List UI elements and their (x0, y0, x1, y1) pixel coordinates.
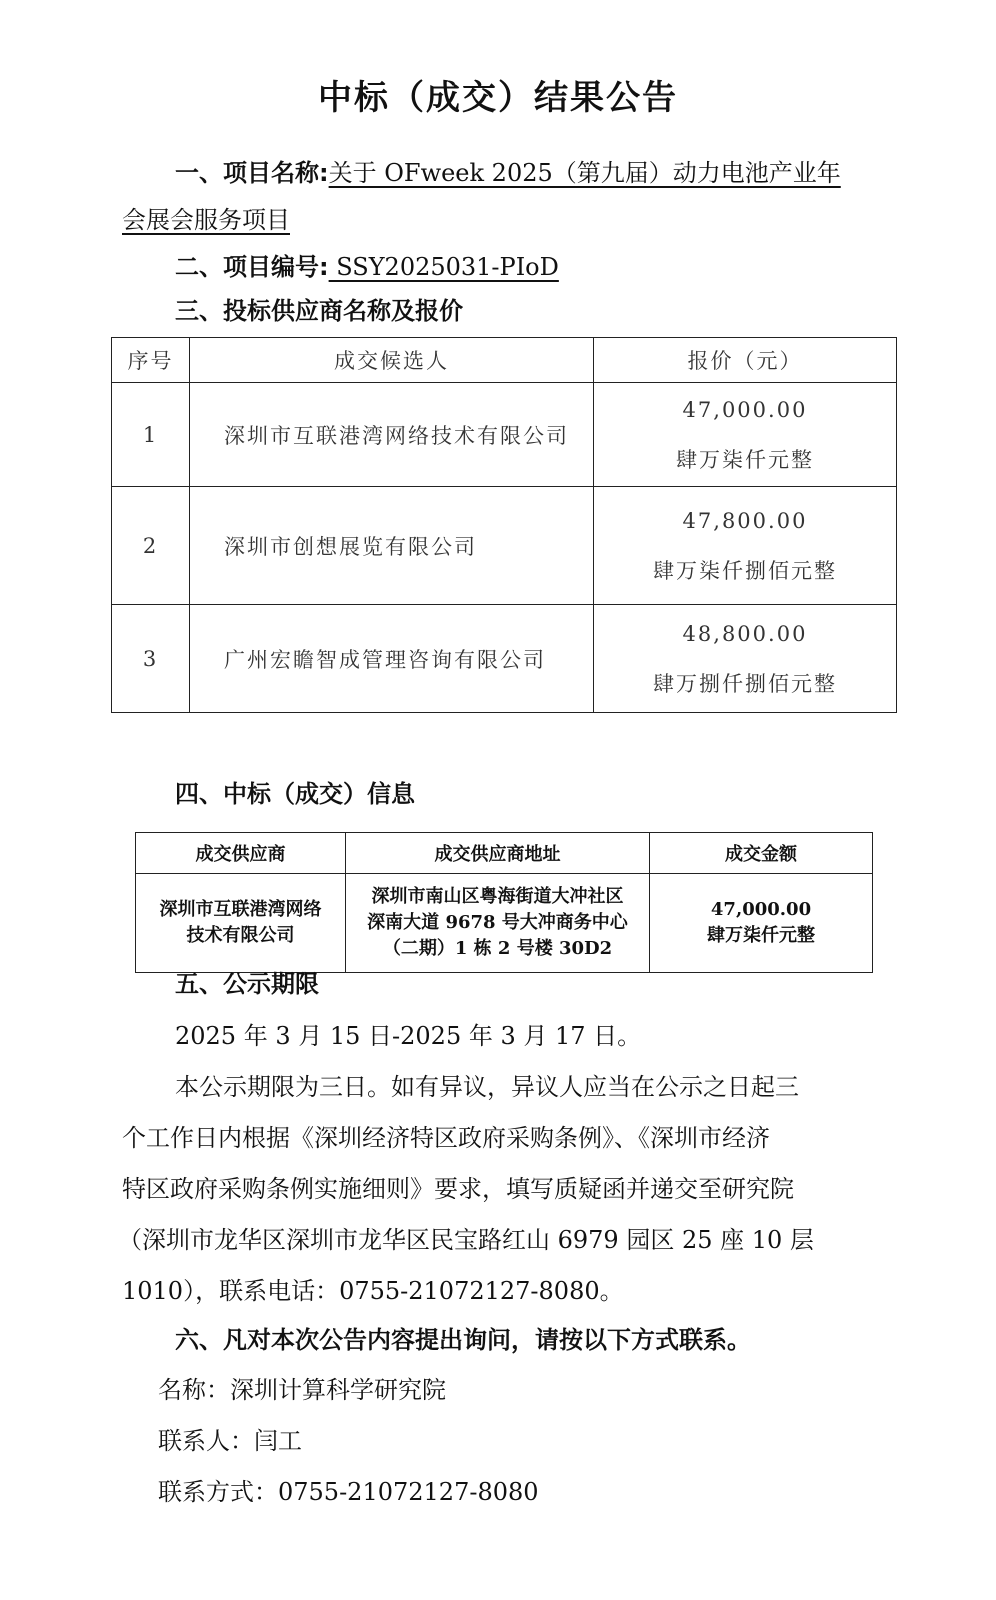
price-amount: 47,800.00 (682, 508, 808, 533)
section-label: 二、项目编号: (175, 253, 329, 281)
table-row (136, 874, 873, 973)
section-award-heading: 四、中标（成交）信息 (175, 780, 415, 808)
bid-price (594, 605, 897, 713)
page-title: 中标（成交）结果公告 (318, 78, 678, 118)
column-header: 序号 (112, 338, 190, 383)
price-amount: 48,800.00 (682, 621, 808, 646)
column-header: 成交供应商地址 (346, 833, 650, 874)
project-name-value-cont: 会展会服务项目 (122, 206, 290, 234)
section-project-code (175, 247, 559, 282)
award-amount (650, 874, 873, 973)
project-name-value: 关于 OFweek 2025（第九届）动力电池产业年 (328, 159, 841, 187)
award-table (135, 832, 873, 973)
address-line: 深南大道 9678 号大冲商务中心 (367, 912, 628, 933)
address-line: 深圳市南山区粤海街道大冲社区 (371, 886, 624, 907)
table-header-row (136, 833, 873, 874)
publicity-text-line: 个工作日内根据《深圳经济特区政府采购条例》、《深圳市经济 (122, 1124, 770, 1152)
column-header: 报价（元） (594, 338, 897, 383)
bidder-name: 广州宏瞻智成管理咨询有限公司 (190, 605, 594, 713)
bidder-name: 深圳市互联港湾网络技术有限公司 (190, 383, 594, 487)
table-row (112, 383, 897, 487)
section-label: 一、项目名称: (175, 159, 329, 187)
price-words: 肆万捌仟捌佰元整 (653, 671, 837, 696)
price-amount: 47,000.00 (682, 397, 808, 422)
row-number: 3 (112, 605, 190, 713)
column-header: 成交金额 (650, 833, 873, 874)
supplier-line: 技术有限公司 (186, 925, 295, 946)
column-header: 成交供应商 (136, 833, 346, 874)
supplier-line: 深圳市互联港湾网络 (159, 899, 322, 920)
contact-org-name: 名称：深圳计算科学研究院 (158, 1376, 446, 1404)
section-bidders-heading: 三、投标供应商名称及报价 (175, 297, 463, 325)
table-row (112, 487, 897, 605)
project-code-value: SSY2025031-PIoD (328, 253, 559, 281)
section-contact-heading: 六、凡对本次公告内容提出询问，请按以下方式联系。 (175, 1326, 751, 1354)
amount-figure: 47,000.00 (710, 899, 812, 920)
publicity-text-line: 本公示期限为三日。如有异议，异议人应当在公示之日起三 (175, 1073, 799, 1101)
bid-price (594, 487, 897, 605)
award-address (346, 874, 650, 973)
column-header: 成交候选人 (190, 338, 594, 383)
price-words: 肆万柒仟捌佰元整 (653, 558, 837, 583)
publicity-text-line: （深圳市龙华区深圳市龙华区民宝路红山 6979 园区 25 座 10 层 (118, 1226, 814, 1254)
price-words: 肆万柒仟元整 (676, 447, 814, 472)
row-number: 2 (112, 487, 190, 605)
address-line: （二期）1 栋 2 号楼 30D2 (382, 938, 613, 959)
award-supplier (136, 874, 346, 973)
publicity-text-line: 1010），联系电话：0755-21072127-8080。 (122, 1277, 624, 1305)
section-project-name (175, 153, 841, 188)
section-publicity-heading: 五、公示期限 (175, 970, 319, 998)
publicity-period: 2025 年 3 月 15 日-2025 年 3 月 17 日。 (175, 1022, 642, 1050)
amount-words: 肆万柒仟元整 (707, 925, 815, 946)
bid-price (594, 383, 897, 487)
bidder-name: 深圳市创想展览有限公司 (190, 487, 594, 605)
contact-person: 联系人：闫工 (158, 1427, 302, 1455)
contact-phone: 联系方式：0755-21072127-8080 (158, 1478, 539, 1506)
bidders-table (111, 337, 897, 713)
publicity-text-line: 特区政府采购条例实施细则》要求，填写质疑函并递交至研究院 (122, 1175, 794, 1203)
table-row (112, 605, 897, 713)
row-number: 1 (112, 383, 190, 487)
table-header-row (112, 338, 897, 383)
